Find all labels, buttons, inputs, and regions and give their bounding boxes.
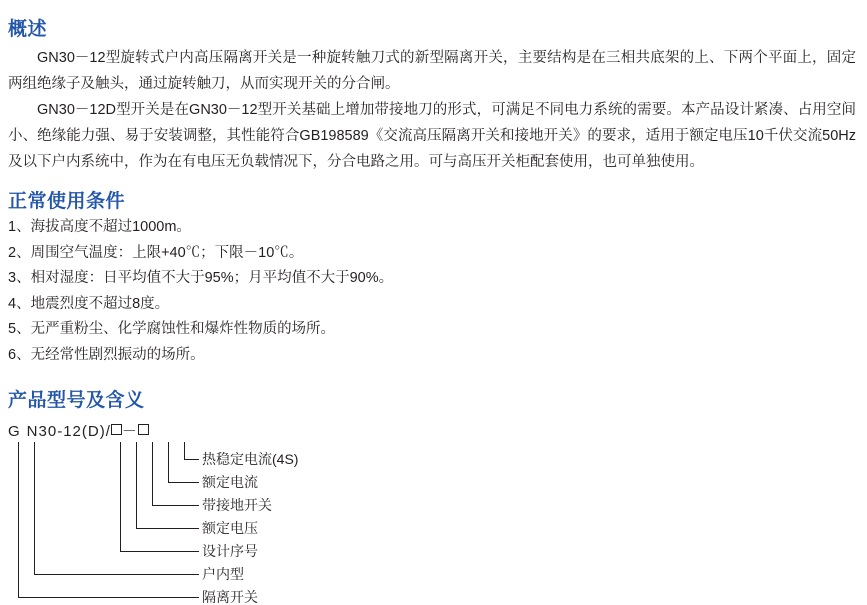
model-label-rated-current: 额定电流	[202, 474, 258, 490]
list-item: 6、无经常性剧烈振动的场所。	[8, 346, 205, 363]
model-label-thermal-current: 热稳定电流(4S)	[202, 451, 299, 467]
model-label-indoor-type: 户内型	[202, 566, 244, 582]
model-label-earthing-switch: 带接地开关	[202, 497, 272, 513]
model-label-rated-voltage: 额定电压	[202, 520, 258, 536]
model-code-box-1	[111, 424, 122, 435]
model-label-isolating-switch: 隔离开关	[202, 589, 258, 605]
section-heading-overview: 概述	[8, 19, 48, 40]
model-designation-diagram	[8, 420, 508, 605]
model-code-box-2	[138, 424, 149, 435]
model-code-g: G	[8, 423, 21, 440]
list-item: 1、海拔高度不超过1000m。	[8, 219, 191, 235]
overview-paragraph-1: GN30－12型旋转式户内高压隔离开关是一种旋转触刀式的新型隔离开关，主要结构是在三相共底架的上、下两个平面上，固定两组绝缘子及触头，通过旋转触刀，从而实现开关的分合闸。	[8, 50, 856, 92]
list-item: 2、周围空气温度：上限+40℃；下限－10℃。	[8, 244, 304, 261]
conditions-list	[8, 215, 708, 368]
list-item: 4、地震烈度不超过8度。	[8, 295, 170, 312]
section-heading-conditions: 正常使用条件	[8, 191, 126, 212]
leader-line-7	[18, 442, 199, 598]
model-code-n: N	[26, 423, 39, 440]
overview-paragraph-2: GN30－12D型开关是在GN30－12型开关基础上增加带接地刀的形式，可满足不同电力系统的需要。本产品设计紧凑、占用空间小、绝缘能力强、易于安装调整，其性能符合GB198589《交流高压隔离开关和接地开关》的要求，适用于额定电压10千伏交流50Hz及以下户内系统中，作为在有电压无负载情况下，分合电路之用。可与高压开关柜配套使用，也可单独使用。	[8, 102, 856, 170]
model-code-separator: －	[121, 423, 138, 440]
model-code-string	[8, 420, 149, 441]
list-item: 5、无严重粉尘、化学腐蚀性和爆炸性物质的场所。	[8, 321, 336, 337]
section-heading-model: 产品型号及含义	[8, 390, 145, 411]
list-item: 3、相对湿度：日平均值不大于95%；月平均值不大于90%。	[8, 270, 394, 286]
model-label-design-serial: 设计序号	[202, 543, 258, 559]
model-code-series: 30-12(D)/	[38, 423, 111, 440]
